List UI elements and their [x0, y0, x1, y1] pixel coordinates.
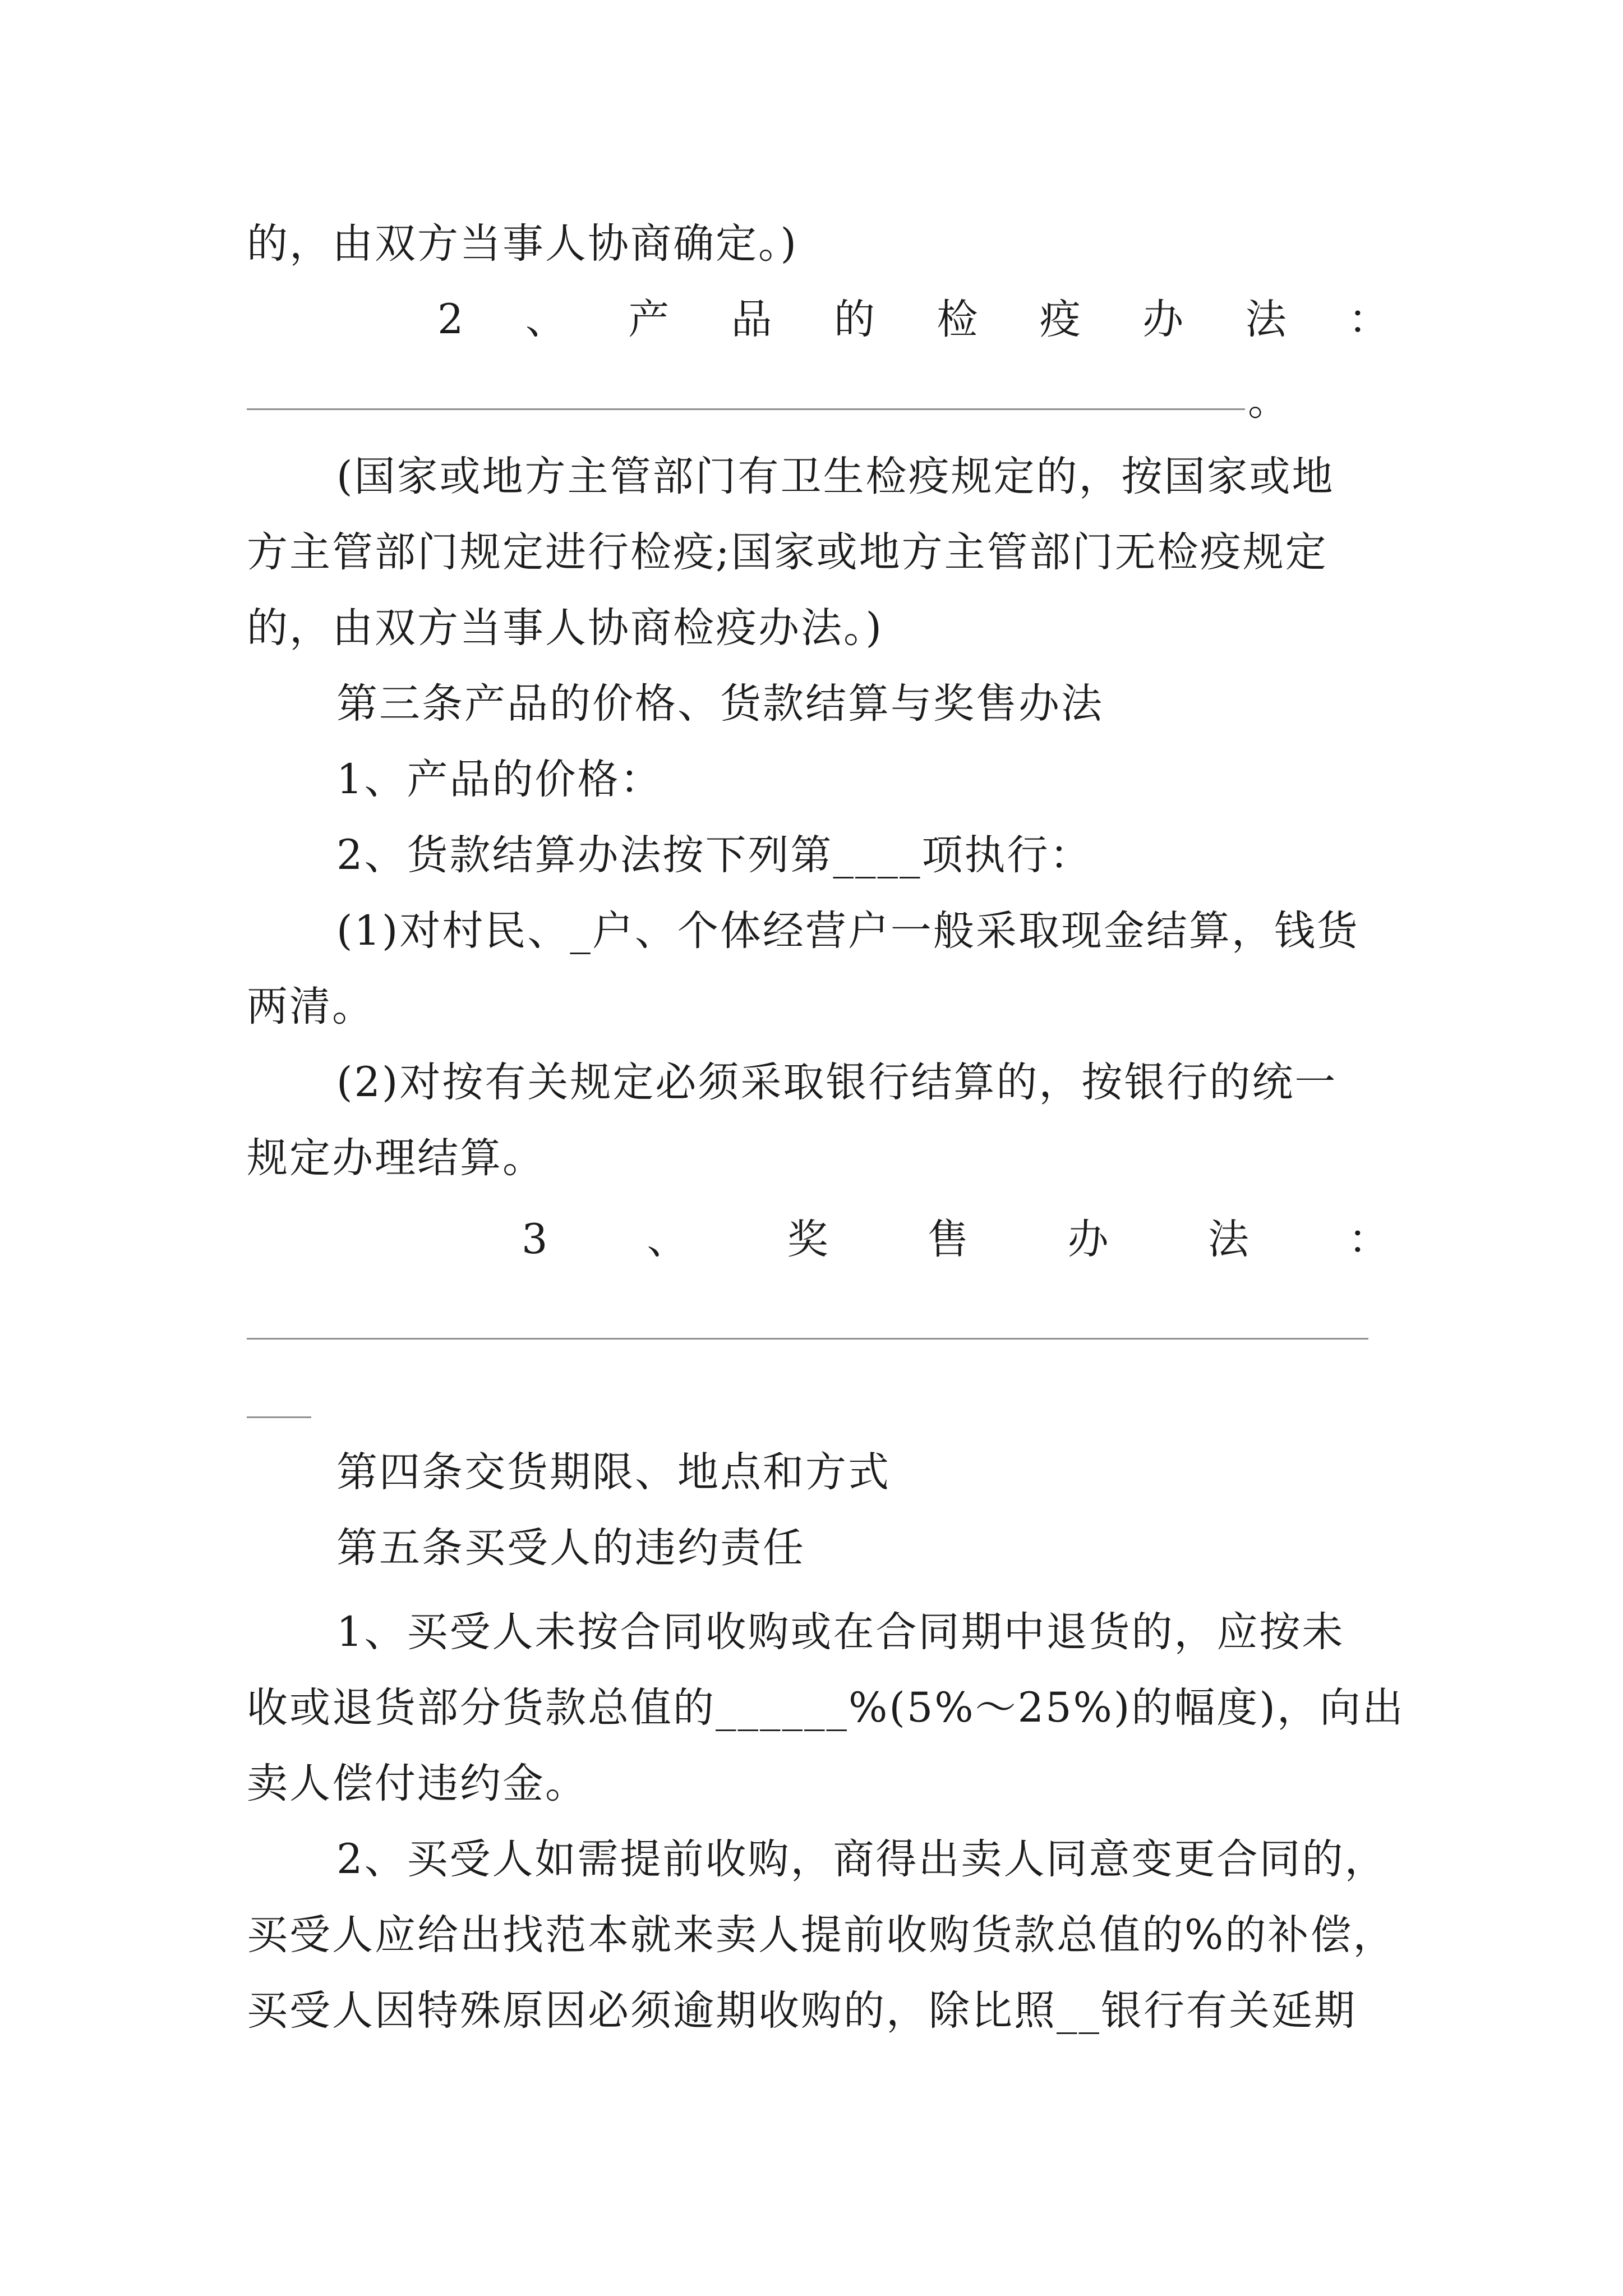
- text-line: 的，由双方当事人协商检疫办法。): [247, 604, 883, 652]
- section-heading: 第三条产品的价格、货款结算与奖售办法: [336, 680, 1104, 728]
- heading-char: 品: [731, 296, 774, 343]
- text-line: (2)对按有关规定必须采取银行结算的，按银行的统一: [336, 1059, 1338, 1106]
- heading-char: 3: [522, 1216, 550, 1263]
- heading-char: 法: [1245, 296, 1288, 343]
- section-heading: 第五条买受人的违约责任: [336, 1524, 805, 1572]
- heading-char: 售: [927, 1216, 970, 1263]
- text-line: 规定办理结算。: [247, 1134, 545, 1182]
- heading-char: 办: [1067, 1216, 1110, 1263]
- text-line: 买受人应给出找范本就来卖人提前收购货款总值的%的补偿，: [247, 1911, 1396, 1959]
- text-line: 收或退货部分货款总值的______%(5%～25%)的幅度)，向出: [247, 1684, 1405, 1732]
- fill-in-blank-line: [247, 408, 1245, 410]
- text-line: 买受人因特殊原因必须逾期收购的，除比照__银行有关延期: [247, 1987, 1357, 2035]
- text-line: 1、产品的价格：: [336, 756, 663, 803]
- heading-char: 法: [1207, 1216, 1251, 1263]
- heading-char: 、: [525, 296, 568, 343]
- text-line: 卖人偿付违约金。: [247, 1760, 588, 1807]
- heading-char: 、: [647, 1216, 690, 1263]
- text-line: (国家或地方主管部门有卫生检疫规定的，按国家或地: [336, 453, 1335, 500]
- text-line: 2、买受人如需提前收购，商得出卖人同意变更合同的，: [336, 1835, 1387, 1883]
- text-line: (1)对村民、_户、个体经营户一般采取现金结算，钱货: [336, 907, 1359, 955]
- heading-char: ：: [1348, 296, 1391, 343]
- text-line: 两清。: [247, 983, 375, 1030]
- fill-in-blank-line-short: [247, 1416, 311, 1418]
- reward-heading: [522, 1212, 1391, 1268]
- heading-char: 奖: [787, 1216, 830, 1263]
- text-line: 方主管部门规定进行检疫;国家或地方主管部门无检疫规定: [247, 528, 1328, 576]
- section-heading: 第四条交货期限、地点和方式: [336, 1448, 891, 1496]
- blank-line-period: 。: [1248, 377, 1289, 425]
- inspection-heading: [437, 292, 1391, 348]
- heading-char: ：: [1348, 1216, 1391, 1263]
- text-line: 2、货款结算办法按下列第____项执行：: [336, 831, 1092, 879]
- heading-char: 产: [628, 296, 671, 343]
- text-line: 1、买受人未按合同收购或在合同期中退货的，应按未: [336, 1608, 1345, 1656]
- heading-char: 检: [937, 296, 980, 343]
- text-line: 的，由双方当事人协商确定。): [247, 220, 798, 268]
- heading-char: 的: [834, 296, 877, 343]
- heading-char: 2: [437, 296, 465, 343]
- fill-in-blank-line: [247, 1338, 1368, 1340]
- heading-char: 疫: [1039, 296, 1082, 343]
- heading-char: 办: [1142, 296, 1186, 343]
